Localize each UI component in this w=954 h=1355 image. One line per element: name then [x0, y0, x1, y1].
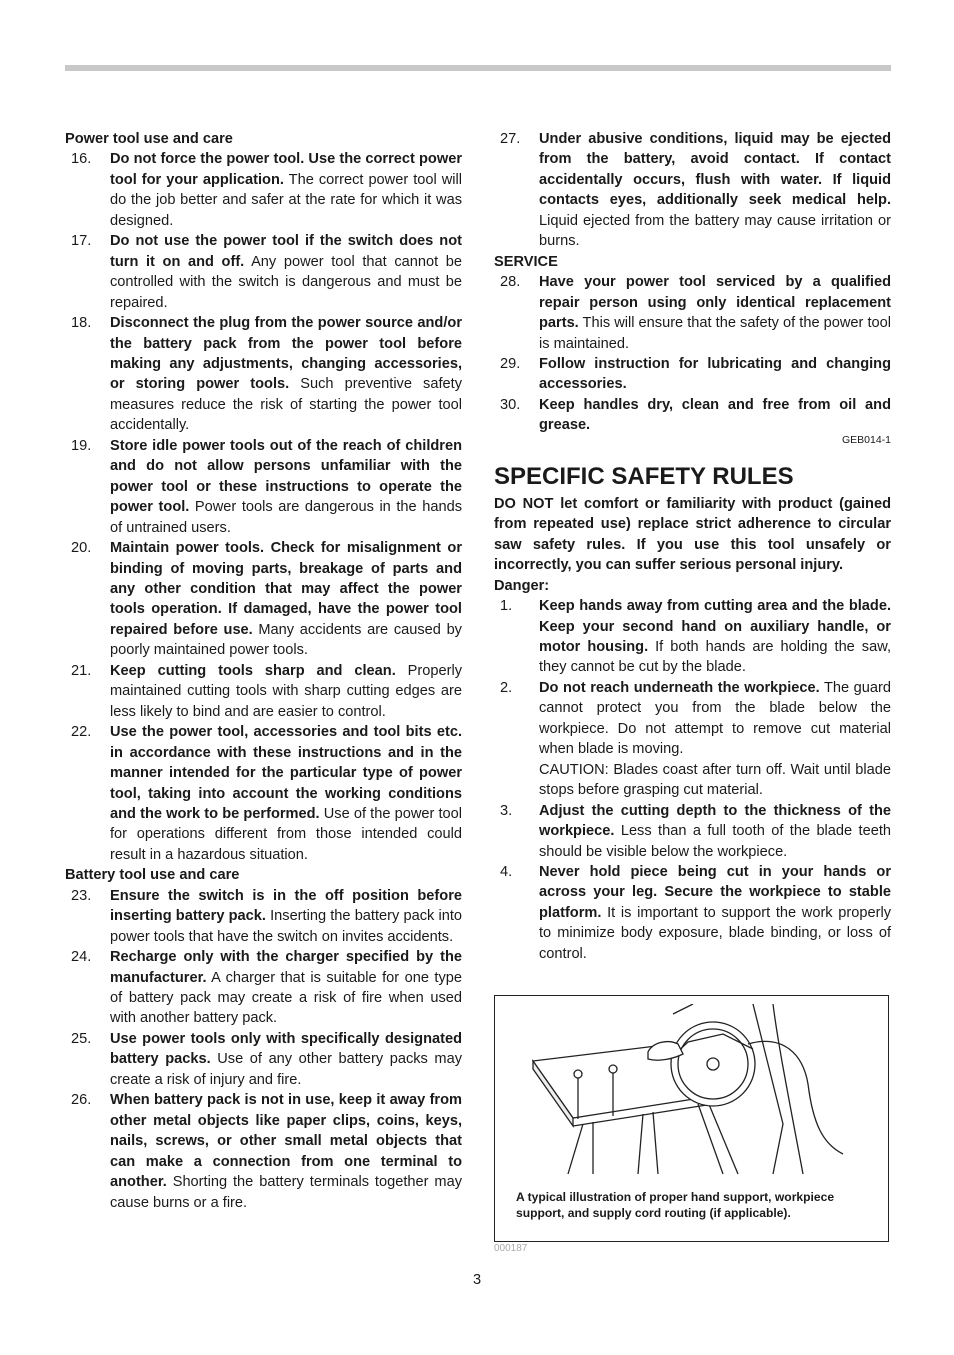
list-item — [65, 722, 462, 865]
item-text: Many accidents are caused by poorly maintained power tools. — [110, 621, 462, 659]
item-bold-text: Recharge only with the charger specified by the manufacturer. — [110, 949, 462, 986]
item-text: A charger that is suitable for one type of battery pack may create a risk of fire when used with another battery pack. — [110, 969, 462, 1027]
item-text: Less than a full tooth of the blade teeth should be visible below the workpiece. — [539, 823, 891, 860]
list-item — [494, 801, 891, 862]
item-text: Shorting the battery terminals together may cause burns or a fire. — [110, 1174, 462, 1211]
list-item — [65, 436, 462, 538]
item-bold-text: Under abusive conditions, liquid may be ejected from the battery, avoid contact. If contact accidentally occurs, flush with water. If liquid contacts eyes, additionally seek medical help. — [539, 131, 891, 209]
item-number: 27. — [500, 131, 521, 147]
item-body — [539, 596, 891, 678]
item-bold-text: Do not reach underneath the workpiece. — [539, 679, 820, 696]
item-number: 24. — [71, 949, 92, 966]
figure-caption: A typical illustration of proper hand support, workpiece support, and supply cord routing (if applicable). — [516, 1190, 835, 1220]
list-item — [494, 272, 891, 354]
item-text: The guard cannot protect you from the blade below the workpiece. Do not attempt to remove cut material when blade is moving. — [539, 679, 891, 758]
item-body — [110, 886, 462, 947]
list-item — [494, 678, 891, 801]
item-text: The correct power tool will do the job better and safer at the rate for which it was designed. — [110, 171, 462, 229]
item-text: Any power tool that cannot be controlled with the switch is dangerous and must be repaired. — [110, 253, 463, 311]
item-text: Properly maintained cutting tools with sharp cutting edges are less likely to bind and are easier to control. — [110, 662, 462, 720]
item-bold-text: Use power tools only with specifically designated battery packs. — [110, 1030, 462, 1068]
item-number: 16. — [71, 151, 92, 168]
section-heading-power-tool: Power tool use and care — [65, 131, 233, 147]
left-column — [65, 129, 462, 1213]
item-body — [110, 722, 462, 865]
reference-code: GEB014-1 — [841, 433, 891, 446]
item-body — [110, 313, 462, 436]
item-number: 26. — [71, 1092, 92, 1109]
item-body — [110, 436, 462, 538]
item-text: Power tools are dangerous in the hands of untrained users. — [110, 499, 462, 536]
battery-tool-list-cont — [494, 129, 891, 252]
list-item — [494, 596, 891, 678]
list-item — [65, 1090, 462, 1213]
item-bold-text: Keep handles dry, clean and free from oil and grease. — [539, 396, 891, 434]
section-heading-service: SERVICE — [494, 253, 558, 270]
list-item — [65, 231, 462, 313]
list-item — [65, 661, 462, 722]
list-item — [494, 862, 891, 964]
item-bold-text: Do not force the power tool. Use the correct power tool for your application. — [110, 151, 462, 188]
item-bold-text: Never hold piece being cut in your hands or across your leg. Secure the workpiece to stable platform. — [539, 863, 891, 921]
item-body — [110, 947, 462, 1029]
item-number: 4. — [500, 863, 513, 880]
list-item — [65, 1029, 462, 1090]
item-text: This will ensure that the safety of the power tool is maintained. — [539, 315, 891, 352]
danger-list — [494, 596, 891, 964]
page-number: 3 — [472, 1272, 482, 1288]
item-body — [539, 395, 891, 436]
service-list — [494, 272, 891, 436]
item-body — [110, 538, 462, 661]
battery-tool-list — [65, 886, 462, 1213]
danger-heading: Danger: — [494, 577, 550, 594]
section-heading-battery: Battery tool use and care — [65, 867, 240, 884]
item-number: 3. — [500, 802, 513, 819]
item-body — [539, 801, 891, 862]
item-number: 21. — [71, 662, 92, 679]
item-text: Inserting the battery pack into power tools that have the switch on invites accidents. — [110, 908, 462, 945]
item-number: 1. — [500, 598, 513, 615]
item-body — [110, 149, 462, 231]
item-number: 19. — [71, 437, 92, 454]
item-bold-text: Have your power tool serviced by a qualified repair person using only identical replacement parts. — [539, 274, 891, 332]
figure-box — [494, 995, 889, 1242]
item-bold-text: When battery pack is not in use, keep it away from other metal objects like paper clips, coins, keys, nails, screws, or other small metal objects that can make a connection from one terminal to another. — [110, 1092, 462, 1191]
item-text: It is important to support the work properly to minimize body exposure, blade binding, or loss of control. — [539, 904, 891, 962]
list-item — [494, 129, 891, 252]
item-number: 17. — [71, 233, 92, 250]
item-body — [539, 354, 891, 395]
item-body — [539, 129, 891, 252]
item-number: 25. — [71, 1030, 92, 1047]
item-bold-text: Disconnect the plug from the power source and/or the battery pack from the power tool before making any adjustments, changing accessories, or storing power tools. — [110, 315, 462, 393]
list-item — [65, 947, 462, 1029]
list-item — [65, 538, 462, 661]
item-bold-text: Keep cutting tools sharp and clean. — [110, 662, 396, 679]
item-bold-text: Adjust the cutting depth to the thickness of the workpiece. — [539, 802, 891, 840]
item-bold-text: Follow instruction for lubricating and changing accessories. — [539, 355, 891, 393]
item-text: Use of the power tool for operations different from those intended could result in a hazardous situation. — [110, 805, 463, 863]
item-text: Liquid ejected from the battery may cause irritation or burns. — [539, 212, 891, 250]
item-body — [110, 1029, 462, 1090]
list-item — [494, 395, 891, 436]
intro-paragraph: DO NOT let comfort or familiarity with product (gained from repeated use) replace strict adherence to circular saw safety rules. If you use this tool unsafely or incorrectly, you can suffer serious personal injury. — [494, 495, 891, 574]
item-body — [110, 1090, 462, 1213]
item-text: If both hands are holding the saw, they cannot be cut by the blade. — [539, 638, 891, 676]
item-body — [110, 661, 462, 722]
item-text: Use of any other battery packs may create a risk of injury and fire. — [110, 1051, 462, 1088]
list-item — [65, 886, 462, 947]
item-body — [110, 231, 462, 313]
item-body — [539, 678, 891, 801]
circular-saw-illustration — [523, 1004, 863, 1179]
item-number: 20. — [71, 540, 92, 557]
item-body — [539, 862, 891, 964]
figure-code: 000187 — [494, 1243, 528, 1254]
list-item — [494, 354, 891, 395]
item-bold-text: Use the power tool, accessories and tool bits etc. in accordance with these instructions and in the manner intended for the particular type of power tool, taking into account the working conditions and the work to be performed. — [110, 724, 462, 822]
item-number: 2. — [500, 679, 513, 696]
item-number: 22. — [71, 724, 92, 741]
header-rule — [65, 65, 891, 71]
item-number: 28. — [500, 274, 521, 291]
item-bold-text: Keep hands away from cutting area and the blade. Keep your second hand on auxiliary handle, or motor housing. — [539, 598, 891, 655]
item-number: 18. — [71, 315, 92, 332]
item-bold-text: Maintain power tools. Check for misalignment or binding of moving parts, breakage of parts and any other condition that may affect the power tools operation. If damaged, have the power tool repaired before use. — [110, 540, 462, 638]
item-number: 29. — [500, 355, 521, 372]
list-item — [65, 313, 462, 436]
item-number: 23. — [71, 887, 92, 904]
item-bold-text: Store idle power tools out of the reach of children and do not allow persons unfamiliar with the power tool or these instructions to operate the power tool. — [110, 437, 462, 516]
item-text: Such preventive safety measures reduce the risk of starting the power tool accidentally. — [110, 376, 462, 434]
item-bold-text: Ensure the switch is in the off position before inserting battery pack. — [110, 887, 462, 925]
item-body — [539, 272, 891, 354]
power-tool-list — [65, 149, 462, 865]
specific-safety-title: SPECIFIC SAFETY RULES — [494, 462, 794, 490]
list-item — [65, 149, 462, 231]
item-number: 30. — [500, 396, 521, 413]
item-caution: CAUTION: Blades coast after turn off. Wait until blade stops before grasping cut material. — [539, 761, 891, 799]
item-bold-text: Do not use the power tool if the switch does not turn it on and off. — [110, 233, 462, 270]
right-column — [494, 129, 891, 964]
